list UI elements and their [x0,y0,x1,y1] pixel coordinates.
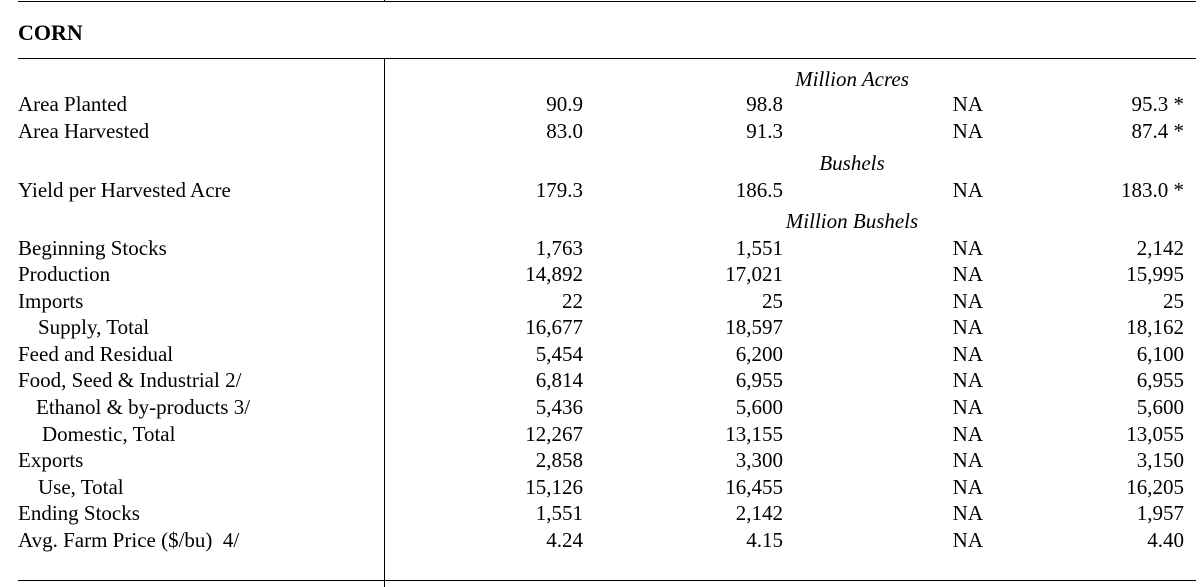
cell-col4: 18,162 [1126,315,1184,339]
table-row [0,314,1200,341]
unit-label-million-bushels: Million Bushels [785,209,919,233]
cell-col3: NA [952,342,983,366]
row-label: Ending Stocks [18,501,140,525]
table-row [0,177,1200,204]
table-row [0,261,1200,288]
cell-col3: NA [952,92,983,116]
cell-col2: 3,300 [735,448,783,472]
table-row [0,341,1200,368]
unit-label-acres: Million Acres [795,67,909,91]
cell-col2: 186.5 [735,178,783,202]
cell-col2: 4.15 [746,528,783,552]
cell-col3: NA [952,422,983,446]
table-row [0,367,1200,394]
cell-col3: NA [952,315,983,339]
row-label: Exports [18,448,84,472]
cell-col1: 2,858 [535,448,583,472]
cell-col2: 6,200 [735,342,783,366]
table-row [0,421,1200,448]
table-row [0,474,1200,501]
table-row [0,91,1200,118]
cell-col2: 17,021 [725,262,783,286]
bottom-rule [18,580,1196,581]
cell-col3: NA [952,262,983,286]
cell-col3: NA [952,501,983,525]
cell-col1: 15,126 [525,475,583,499]
cell-col3: NA [952,178,983,202]
table-row [0,447,1200,474]
cell-col2: 91.3 [746,119,783,143]
cell-col1: 90.9 [546,92,583,116]
cell-col1: 14,892 [525,262,583,286]
cell-col2: 25 [762,289,783,313]
row-label: Ethanol & by-products 3/ [36,395,251,419]
cell-col2: 5,600 [735,395,783,419]
cell-col4: 6,100 [1136,342,1184,366]
row-label: Imports [18,289,84,313]
cell-col4: 16,205 [1126,475,1184,499]
cell-col2: 98.8 [746,92,783,116]
row-label: Yield per Harvested Acre [18,178,231,202]
cell-col4: 5,600 [1136,395,1184,419]
table-title: CORN [18,20,83,45]
cell-col1: 4.24 [546,528,583,552]
cell-col1: 5,436 [535,395,583,419]
cell-col3: NA [952,448,983,472]
cell-col1: 22 [562,289,583,313]
cell-col4: 13,055 [1126,422,1184,446]
cell-col1: 1,551 [535,501,583,525]
row-label: Area Planted [18,92,128,116]
cell-col1: 179.3 [535,178,583,202]
row-label: Feed and Residual [18,342,174,366]
row-label: Beginning Stocks [18,236,167,260]
cell-col1: 83.0 [546,119,583,143]
cell-col1: 12,267 [525,422,583,446]
cell-col4: 3,150 [1136,448,1184,472]
cell-col4: 95.3 * [1131,92,1184,116]
cell-col3: NA [952,289,983,313]
row-label: Food, Seed & Industrial 2/ [18,368,242,392]
cell-col2: 1,551 [735,236,783,260]
row-label: Domestic, Total [42,422,176,446]
cell-col4: 2,142 [1136,236,1184,260]
row-label: Supply, Total [38,315,150,339]
cell-col3: NA [952,528,983,552]
cell-col4: 1,957 [1136,501,1184,525]
table-row [0,118,1200,145]
table-row [0,394,1200,421]
cell-col3: NA [952,395,983,419]
row-label: Use, Total [38,475,124,499]
table-row [0,288,1200,315]
table-row [0,500,1200,527]
cell-col4: 87.4 * [1131,119,1184,143]
cell-col4: 25 [1163,289,1184,313]
cell-col2: 2,142 [735,501,783,525]
cell-col1: 6,814 [535,368,583,392]
cell-col4: 6,955 [1136,368,1184,392]
row-label: Production [18,262,111,286]
cell-col1: 1,763 [535,236,583,260]
unit-label-bushels: Bushels [819,151,885,175]
cell-col3: NA [952,119,983,143]
cell-col2: 6,955 [735,368,783,392]
cell-col4: 183.0 * [1121,178,1184,202]
cell-col3: NA [952,368,983,392]
cell-col4: 15,995 [1126,262,1184,286]
row-label: Area Harvested [18,119,150,143]
cell-col2: 18,597 [725,315,783,339]
cell-col1: 5,454 [535,342,583,366]
cell-col1: 16,677 [525,315,583,339]
row-label: Avg. Farm Price ($/bu) 4/ [18,528,240,552]
cell-col4: 4.40 [1147,528,1184,552]
cell-col3: NA [952,475,983,499]
cell-col3: NA [952,236,983,260]
table-row [0,527,1200,554]
table-row [0,235,1200,262]
cell-col2: 13,155 [725,422,783,446]
cell-col2: 16,455 [725,475,783,499]
